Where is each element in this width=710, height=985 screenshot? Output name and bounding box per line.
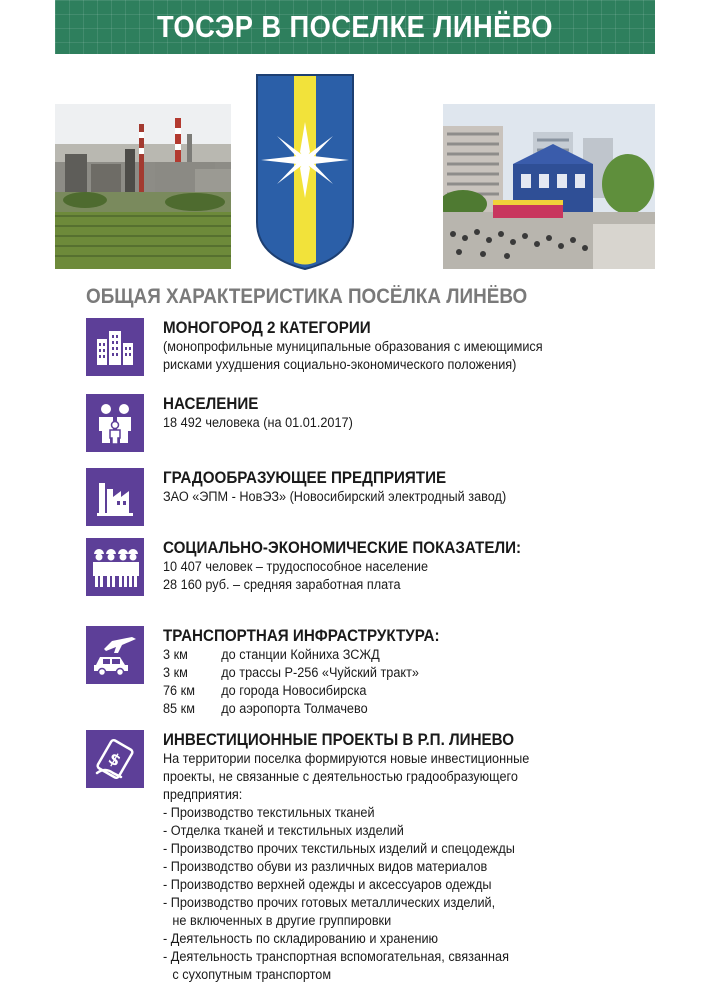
list-item: - Деятельность транспортная вспомогательная, связанная bbox=[163, 949, 509, 964]
town-square-photo bbox=[443, 104, 655, 269]
investment-intro: проекты, не связанные с деятельностью градообразующего bbox=[163, 769, 518, 784]
page-title: ТОСЭР В ПОСЕЛКЕ ЛИНЁВО bbox=[157, 9, 553, 44]
distance: 3 км bbox=[163, 665, 188, 680]
investment-block bbox=[163, 730, 663, 984]
list-item: - Производство прочих готовых металлических изделий, bbox=[163, 895, 496, 910]
socio-economic-block bbox=[163, 538, 663, 594]
transport-row bbox=[163, 700, 633, 718]
list-item: - Производство верхней одежды и аксессуаров одежды bbox=[163, 877, 492, 892]
transport-row bbox=[163, 646, 633, 664]
workers-icon bbox=[86, 538, 144, 596]
factory-icon bbox=[86, 468, 144, 526]
family-icon bbox=[86, 394, 144, 452]
list-item: - Производство прочих текстильных изделий и спецодежды bbox=[163, 841, 515, 856]
investment-intro: предприятия: bbox=[163, 787, 243, 802]
destination: до станции Койниха ЗСЖД bbox=[221, 647, 380, 662]
header-banner bbox=[55, 0, 655, 54]
coat-of-arms bbox=[254, 72, 356, 272]
list-item: - Отделка тканей и текстильных изделий bbox=[163, 823, 404, 838]
enterprise-block bbox=[163, 468, 663, 506]
monotown-title: МОНОГОРОД 2 КАТЕГОРИИ bbox=[163, 319, 371, 337]
list-item: - Производство текстильных тканей bbox=[163, 805, 375, 820]
transport-block bbox=[163, 626, 663, 718]
population-block bbox=[163, 394, 663, 432]
list-item: с сухопутным транспортом bbox=[172, 967, 332, 982]
city-buildings-icon bbox=[86, 318, 144, 376]
population-title: НАСЕЛЕНИЕ bbox=[163, 395, 259, 413]
transport-title: ТРАНСПОРТНАЯ ИНФРАСТРУКТУРА: bbox=[163, 627, 440, 645]
investment-title: ИНВЕСТИЦИОННЫЕ ПРОЕКТЫ В Р.П. ЛИНЕВО bbox=[163, 731, 515, 749]
investment-list bbox=[163, 804, 663, 984]
distance: 3 км bbox=[163, 647, 188, 662]
industrial-photo bbox=[55, 104, 231, 269]
car-plane-icon bbox=[86, 626, 144, 684]
monotown-line-1: (монопрофильные муниципальные образования с имеющимися bbox=[163, 339, 543, 354]
enterprise-title: ГРАДООБРАЗУЮЩЕЕ ПРЕДПРИЯТИЕ bbox=[163, 469, 447, 487]
monotown-block bbox=[163, 318, 663, 374]
transport-row bbox=[163, 664, 633, 682]
overview-heading: ОБЩАЯ ХАРАКТЕРИСТИКА ПОСЁЛКА ЛИНЁВО bbox=[86, 285, 528, 308]
destination: до города Новосибирска bbox=[221, 683, 367, 698]
transport-row bbox=[163, 682, 633, 700]
destination: до трассы Р-256 «Чуйский тракт» bbox=[221, 665, 419, 680]
investment-intro: На территории поселка формируются новые инвестиционные bbox=[163, 751, 530, 766]
socio-economic-title: СОЦИАЛЬНО-ЭКОНОМИЧЕСКИЕ ПОКАЗАТЕЛИ: bbox=[163, 539, 522, 557]
list-item: - Производство обуви из различных видов материалов bbox=[163, 859, 488, 874]
working-population: 10 407 человек – трудоспособное население bbox=[163, 559, 429, 574]
list-item: не включенных в другие группировки bbox=[172, 913, 392, 928]
distance: 85 км bbox=[163, 701, 195, 716]
money-hand-icon bbox=[86, 730, 144, 788]
population-value: 18 492 человека (на 01.01.2017) bbox=[163, 415, 353, 430]
distance: 76 км bbox=[163, 683, 195, 698]
destination: до аэропорта Толмачево bbox=[221, 701, 368, 716]
enterprise-name: ЗАО «ЭПМ - НовЭЗ» (Новосибирский электродный завод) bbox=[163, 489, 507, 504]
svg-text:$: $ bbox=[105, 748, 125, 771]
monotown-line-2: рисками ухудшения социально-экономического положения) bbox=[163, 357, 517, 372]
average-salary: 28 160 руб. – средняя заработная плата bbox=[163, 577, 401, 592]
list-item: - Деятельность по складированию и хранению bbox=[163, 931, 439, 946]
